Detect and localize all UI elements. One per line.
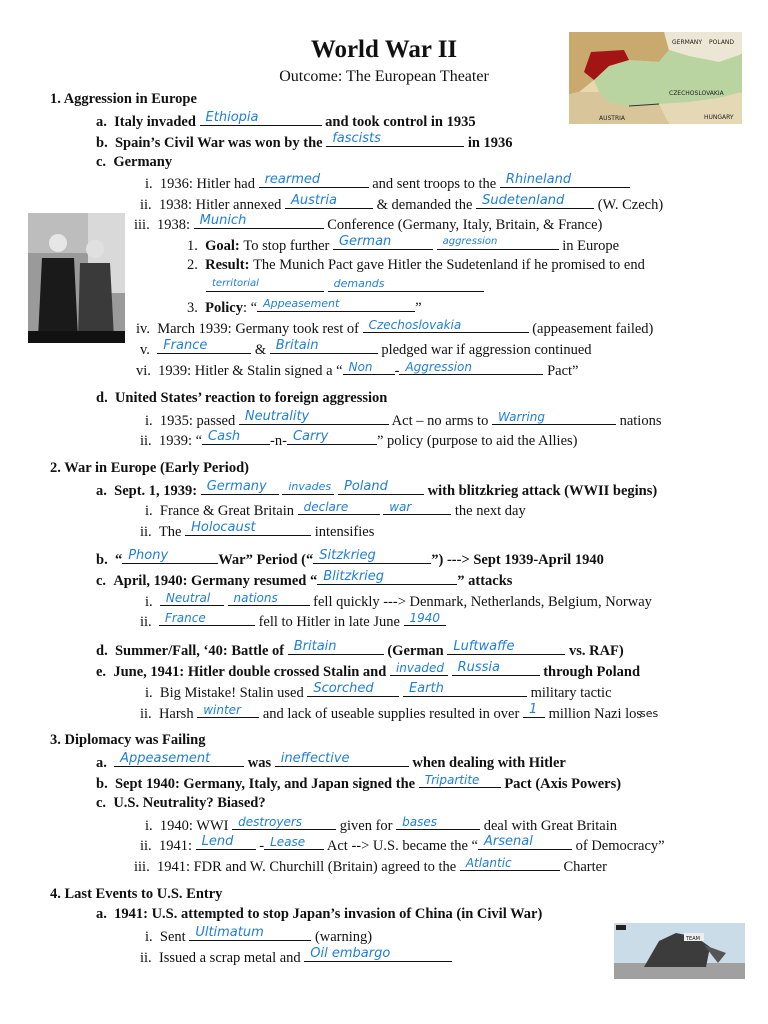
- answer-territorial: territorial: [212, 278, 259, 289]
- answer-germany: Germany: [206, 479, 267, 494]
- answer-1: 1: [528, 702, 538, 717]
- s1-c-ii: ii. 1938: Hitler annexed Austria & demanded the Sudetenland (W. Czech): [140, 193, 664, 213]
- s2-item-e: e. June, 1941: Hitler double crossed Stalin and invaded Russia through Poland: [96, 660, 641, 680]
- s1-c-vi: vi. 1939: Hitler & Stalin signed a “ Non - Aggression Pact”: [136, 360, 579, 379]
- answer-german: German: [338, 234, 392, 249]
- section-3-heading: 3. Diplomacy was Failing: [50, 732, 206, 748]
- s2-item-b: b. “ Phony War” Period (“ Sitzkrieg ”) ---> Sept 1939-April 1940: [96, 548, 604, 568]
- political-cartoon: [614, 923, 745, 979]
- answer-nations: nations: [233, 591, 278, 605]
- answer-britain: Britain: [275, 338, 319, 353]
- page-title: World War II: [310, 36, 458, 63]
- s3-item-a: a. Appeasement was ineffective when dealing with Hitler: [96, 751, 566, 771]
- answer-holocaust: Holocaust: [191, 520, 256, 535]
- map-label-poland: POLAND: [709, 39, 735, 46]
- s2-a-i: i. France & Great Britain declare war the next day: [145, 500, 526, 519]
- page-subtitle: Outcome: The European Theater: [279, 68, 489, 85]
- section-4-heading: 4. Last Events to U.S. Entry: [50, 886, 223, 902]
- s3-item-c: c. U.S. Neutrality? Biased?: [96, 795, 266, 811]
- answer-ses: ses: [640, 707, 659, 720]
- answer-carry: Carry: [292, 429, 329, 444]
- s2-item-c: c. April, 1940: Germany resumed “ Blitzkrieg ” attacks: [96, 569, 513, 589]
- s1-c-v: v. France & Britain pledged war if aggression continued: [140, 338, 592, 358]
- answer-destroyers: destroyers: [238, 815, 303, 829]
- answer-russia: Russia: [457, 660, 500, 675]
- s1-c-3: 3. Policy: “ Appeasement ”: [187, 297, 422, 316]
- s3-item-b: b. Sept 1940: Germany, Italy, and Japan signed the Tripartite Pact (Axis Powers): [96, 773, 622, 792]
- answer-rhineland: Rhineland: [505, 172, 572, 187]
- answer-aggression: aggression: [442, 236, 498, 247]
- answer-france: France: [163, 338, 208, 353]
- answer-lend: Lend: [201, 834, 234, 849]
- answer-ultimatum: Ultimatum: [195, 925, 264, 940]
- answer-warring: Warring: [497, 410, 545, 424]
- answer-aggression-pact: Aggression: [405, 360, 472, 374]
- answer-invaded: invaded: [395, 661, 444, 675]
- answer-arsenal: Arsenal: [484, 834, 533, 849]
- answer-ineffective: ineffective: [280, 751, 350, 766]
- answer-rearmed: rearmed: [264, 172, 321, 187]
- answer-britain-battle: Britain: [293, 639, 337, 654]
- s1-c-i: i. 1936: Hitler had rearmed and sent troops to the Rhineland: [145, 173, 630, 193]
- answer-cash: Cash: [208, 429, 241, 444]
- s2-c-ii: ii. France fell to Hitler in late June 1940: [140, 611, 446, 631]
- answer-demands: demands: [333, 277, 385, 290]
- answer-bases: bases: [402, 815, 437, 829]
- answer-tripartite: Tripartite: [424, 773, 480, 787]
- answer-earth: Earth: [408, 681, 444, 696]
- answer-invades: invades: [288, 480, 332, 493]
- answer-1940: 1940: [409, 611, 441, 625]
- answer-france-fell: France: [164, 611, 206, 625]
- s2-e-ii: ii. Harsh winter and lack of useable supplies resulted in over 1 million Nazi losses: [140, 702, 659, 722]
- s2-a-ii: ii. The Holocaust intensifies: [140, 520, 375, 540]
- map-label-czechoslovakia: CZECHOSLOVAKIA: [669, 90, 724, 97]
- s3-c-iii: iii. 1941: FDR and W. Churchill (Britain) agreed to the Atlantic Charter: [134, 856, 607, 875]
- s1-item-a: a. Italy invaded Ethiopia and took control in 1935: [96, 110, 476, 130]
- s1-item-b: b. Spain’s Civil War was won by the fascists in 1936: [96, 131, 513, 151]
- answer-neutrality: Neutrality: [244, 409, 310, 424]
- answer-phony: Phony: [128, 548, 169, 563]
- cartoon-label: TEAM: [686, 936, 700, 942]
- s1-c-2-blanks: [206, 277, 484, 297]
- map-label-hungary: HUNGARY: [704, 114, 734, 121]
- s2-e-i: i. Big Mistake! Stalin used Scorched Earth military tactic: [145, 681, 612, 701]
- answer-non: Non: [348, 360, 373, 374]
- answer-munich: Munich: [199, 213, 247, 228]
- section-2-heading: 2. War in Europe (Early Period): [50, 460, 249, 476]
- s4-item-a: a. 1941: U.S. attempted to stop Japan’s invasion of China (in Civil War): [96, 906, 543, 922]
- map-label-germany: GERMANY: [672, 39, 703, 46]
- s4-a-i: i. Sent Ultimatum (warning): [145, 925, 373, 945]
- s1-c-2: 2. Result: The Munich Pact gave Hitler the Sudetenland if he promised to end: [187, 257, 645, 273]
- s2-c-i: i. Neutral nations fell quickly ---> Denmark, Netherlands, Belgium, Norway: [145, 591, 652, 610]
- s2-item-a: a. Sept. 1, 1939: Germany invades Poland with blitzkrieg attack (WWII begins): [96, 479, 658, 499]
- s1-c-iv: iv. March 1939: Germany took rest of Czechoslovakia (appeasement failed): [136, 318, 654, 337]
- s1-d-i: i. 1935: passed Neutrality Act – no arms to Warring nations: [145, 409, 662, 429]
- answer-fascists: fascists: [332, 131, 381, 146]
- answer-scorched: Scorched: [313, 681, 374, 696]
- answer-sitzkrieg: Sitzkrieg: [319, 548, 376, 563]
- answer-appeasement-policy: Appeasement: [263, 297, 340, 310]
- s1-c-1: 1. Goal: To stop further German aggression in Europe: [187, 234, 620, 254]
- s1-c-iii: iii. 1938: Munich Conference (Germany, Italy, Britain, & France): [134, 213, 603, 233]
- answer-war: war: [389, 500, 412, 514]
- answer-ethiopia: Ethiopia: [205, 110, 259, 125]
- answer-blitzkrieg: Blitzkrieg: [323, 569, 385, 584]
- answer-declare: declare: [303, 500, 349, 514]
- answer-luftwaffe: Luftwaffe: [453, 639, 515, 654]
- s3-c-i: i. 1940: WWI destroyers given for bases deal with Great Britain: [145, 815, 618, 834]
- s1-d-ii: ii. 1939: “ Cash -n- Carry ” policy (purpose to aid the Allies): [140, 429, 578, 449]
- answer-poland: Poland: [343, 479, 388, 494]
- answer-winter: winter: [203, 703, 241, 717]
- answer-sudetenland: Sudetenland: [482, 193, 565, 208]
- section-1-heading: 1. Aggression in Europe: [50, 91, 197, 107]
- answer-atlantic: Atlantic: [465, 856, 512, 870]
- map-image: [569, 32, 742, 124]
- historical-photo: [28, 213, 125, 343]
- s3-c-ii: ii. 1941: Lend - Lease Act --> U.S. became the “ Arsenal of Democracy”: [140, 834, 665, 854]
- answer-appeasement: Appeasement: [120, 751, 211, 766]
- answer-czechoslovakia: Czechoslovakia: [368, 318, 462, 332]
- s1-item-c: c. Germany: [96, 154, 173, 170]
- answer-lease: Lease: [270, 835, 306, 849]
- s2-item-d: d. Summer/Fall, ‘40: Battle of Britain (German Luftwaffe vs. RAF): [96, 639, 624, 659]
- s4-a-ii: ii. Issued a scrap metal and Oil embargo: [140, 947, 452, 967]
- s1-item-d: d. United States’ reaction to foreign aggression: [96, 390, 388, 406]
- answer-oil-embargo: Oil embargo: [310, 946, 391, 961]
- answer-neutral: Neutral: [165, 591, 211, 605]
- map-label-austria: AUSTRIA: [599, 115, 626, 122]
- answer-austria: Austria: [290, 193, 337, 208]
